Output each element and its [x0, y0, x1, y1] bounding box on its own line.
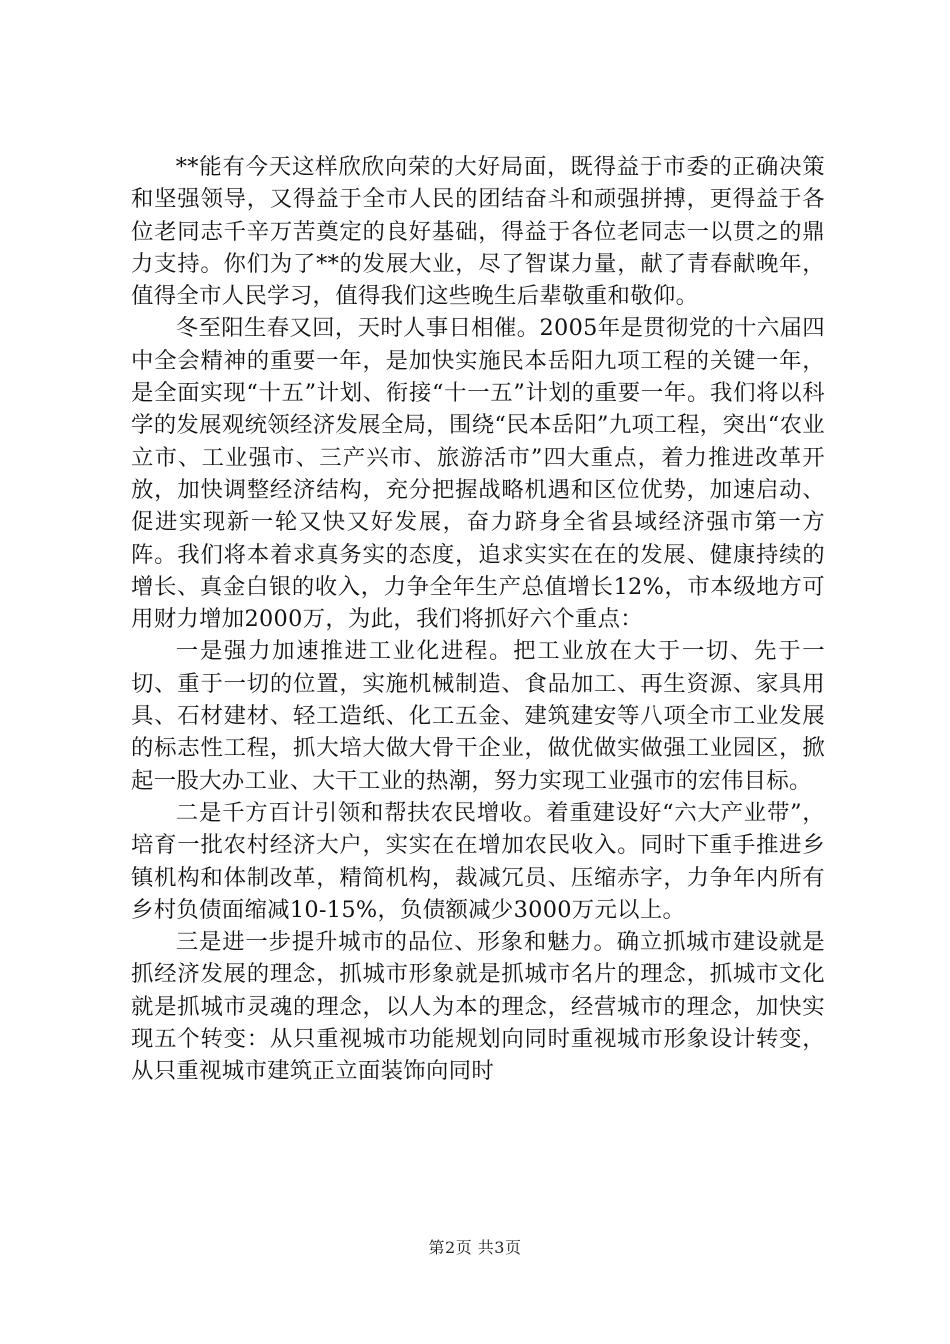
paragraph-2: 冬至阳生春又回，天时人事日相催。2005年是贯彻党的十六届四中全会精神的重要一年，是加快实施民本岳阳九项工程的关键一年，是全面实现“十五”计划、衔接“十一五”计划的重要一年。我们将以科学的发展观统领经济发展全局，围绕“民本岳阳”九项工程，突出“农业立市、工业强市、三产兴市、旅游活市”四大重点，着力推进改革开放，加快调整经济结构，充分把握战略机遇和区位优势，加速启动、促进实现新一轮又快又好发展，奋力跻身全省县域经济强市第一方阵。我们将本着求真务实的态度，追求实实在在的发展、健康持续的增长、真金白银的收入，力争全年生产总值增长12%，市本级地方可用财力增加2000万，为此，我们将抓好六个重点： [131, 315, 825, 633]
document-body [131, 151, 825, 1088]
page-footer: 第2页 共3页 [428, 1238, 522, 1257]
paragraph-3: 一是强力加速推进工业化进程。把工业放在大于一切、先于一切、重于一切的位置，实施机械制造、食品加工、再生资源、家具用具、石材建材、轻工造纸、化工五金、建筑建安等八项全市工业发展的标志性工程，抓大培大做大骨干企业，做优做实做强工业园区，掀起一股大办工业、大干工业的热潮，努力实现工业强市的宏伟目标。 [131, 638, 825, 794]
paragraph-4: 二是千方百计引领和帮扶农民增收。着重建设好“六大产业带”，培育一批农村经济大户，实实在在增加农民收入。同时下重手推进乡镇机构和体制改革，精简机构，裁减冗员、压缩赤字，力争年内所有乡村负债面缩减10-15%，负债额减少3000万元以上。 [131, 799, 825, 923]
paragraph-5: 三是进一步提升城市的品位、形象和魅力。确立抓城市建设就是抓经济发展的理念，抓城市形象就是抓城市名片的理念，抓城市文化就是抓城市灵魂的理念，以人为本的理念，经营城市的理念，加快实现五个转变：从只重视城市功能规划向同时重视城市形象设计转变，从只重视城市建筑正立面装饰向同时 [131, 929, 825, 1085]
paragraph-1: **能有今天这样欣欣向荣的大好局面，既得益于市委的正确决策和坚强领导，又得益于全市人民的团结奋斗和顽强拼搏，更得益于各位老同志千辛万苦奠定的良好基础，得益于各位老同志一以贯之的鼎力支持。你们为了**的发展大业，尽了智谋力量，献了青春献晚年，值得全市人民学习，值得我们这些晚生后辈敬重和敬仰。 [131, 154, 825, 310]
